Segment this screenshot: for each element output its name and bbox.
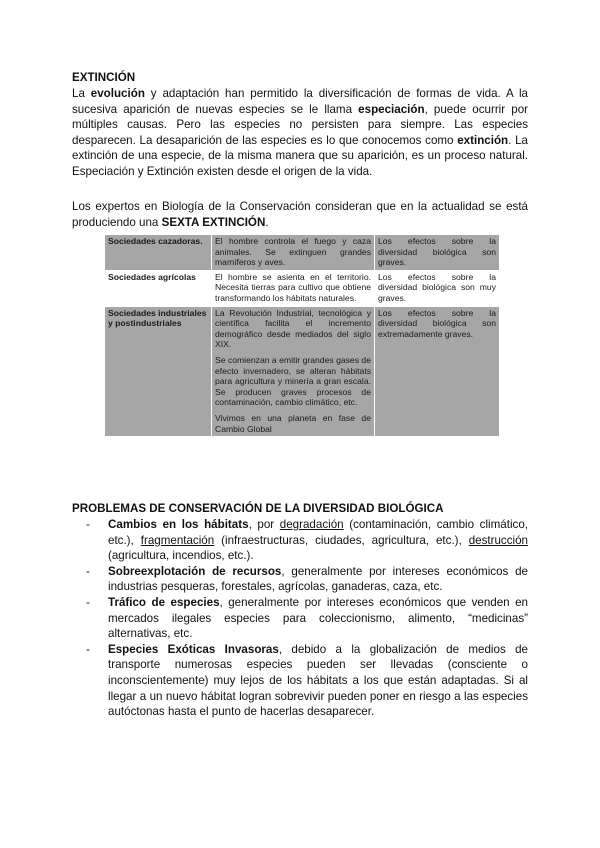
item-text: , generalmente por intereses económicos que venden en mercados ilegales especies para coleccionismo, alimento, “medicinas” alternativas, etc. [108,595,528,641]
list-item [86,564,528,595]
list-item [86,517,528,564]
item-title: Especies Exóticas Invasoras [108,642,279,656]
p2-text-1: Los expertos en Biología de la Conservación consideran que en la actualidad se está produciendo una [72,200,528,229]
effect-cell: Los efectos sobre la diversidad biológica son muy graves. [375,270,500,306]
list-item [86,642,528,720]
extincion-paragraph [72,86,528,180]
table-row [105,235,500,271]
term-especiacion: especiación [358,102,425,116]
dash-bullet: - [86,564,90,578]
term-evolucion: evolución [90,87,145,100]
problemas-heading: PROBLEMAS DE CONSERVACIÓN DE LA DIVERSIDAD BIOLÓGICA [72,502,444,515]
society-cell [105,306,212,437]
society-line: Sociedades industriales [108,307,207,318]
effect-cell: Los efectos sobre la diversidad biológica son extremadamente graves. [375,306,500,437]
impact-text: El hombre se asienta en el territorio. Necesita tierras para cultivo que obtiene transformando los hábitats naturales. [215,271,371,303]
impact-text: Se comienzan a emitir grandes gases de efecto invernadero, se alteran hábitats para agricultura y minería a gran escala. Se producen graves procesos de contaminación, cambio climático, etc. [215,354,371,408]
table-row [105,306,500,437]
term-extincion: extinción [457,133,509,147]
dash-bullet: - [86,595,90,609]
item-text: (infraestructuras, ciudades, agricultura, etc.), [214,533,469,547]
p1-text-4: . La extinción de una especie, de la misma manera que su aparición, es un proceso natural. Especiación y Extinción existen desde el origen de la vida. [72,133,528,178]
sexta-extincion-paragraph [72,199,528,230]
effect-cell: Los efectos sobre la diversidad biológica son graves. [375,235,500,271]
society-cell: Sociedades agrícolas [105,270,212,306]
underlined-term: fragmentación [140,533,215,547]
underlined-term: destrucción [468,533,528,547]
problems-list [86,517,528,720]
item-text: , por [248,518,280,531]
impact-text: La Revolución Industrial, tecnológica y científica facilita el incremento demográfico desde mediados del siglo XIX. [215,307,371,350]
term-sexta-extincion: SEXTA EXTINCIÓN [161,215,266,229]
extincion-heading: EXTINCIÓN [72,71,136,84]
p1-text-2: y adaptación han permitido la diversificación de formas de vida. A la sucesiva aparición de nuevas especies se le llama [72,87,528,116]
item-title: Sobreexplotación de recursos [108,564,282,578]
societies-table [104,234,500,437]
p2-text-2: . [265,215,269,229]
item-text: (agricultura, incendios, etc.). [108,549,254,563]
impact-text: El hombre controla el fuego y caza animales. Se extinguen grandes mamíferos y aves. [215,236,371,268]
dash-bullet: - [86,518,90,531]
item-text: (contaminación, cambio climático, etc.), [108,518,528,547]
dash-bullet: - [86,642,90,656]
item-text: , debido a la globalización de medios de transporte numerosas especies pueden ser llevadas (consciente o inconscientemente) muy lejos de los hábitats a los que están adaptadas. Si al llegar a un nuevo hábitat logran sobrevivir pueden poner en riesgo a las especies autóctonas hasta el punto de hacerlas desaparecer. [108,642,528,719]
p1-text-3: , puede ocurrir por múltiples causas. Pero las especies no persisten para siempre. Las especies desparecen. La desaparición de las especies es lo que conocemos como [72,102,529,147]
society-line: y postindustriales [108,318,182,329]
society-cell: Sociedades cazadoras. [105,235,212,271]
item-title: Cambios en los hábitats [108,518,249,531]
impact-cell [212,306,375,437]
table-row [105,270,500,306]
impact-cell [212,270,375,306]
list-item [86,595,528,642]
impact-cell [212,235,375,271]
item-text: , generalmente por intereses económicos de industrias pesqueras, forestales, agrícolas, ganaderas, caza, etc. [108,564,528,594]
underlined-term: degradación [279,518,344,531]
impact-text: Vivimos en una planeta en fase de Cambio Global [215,412,371,434]
item-title: Tráfico de especies [108,595,220,609]
p1-text-1: La [72,87,91,100]
